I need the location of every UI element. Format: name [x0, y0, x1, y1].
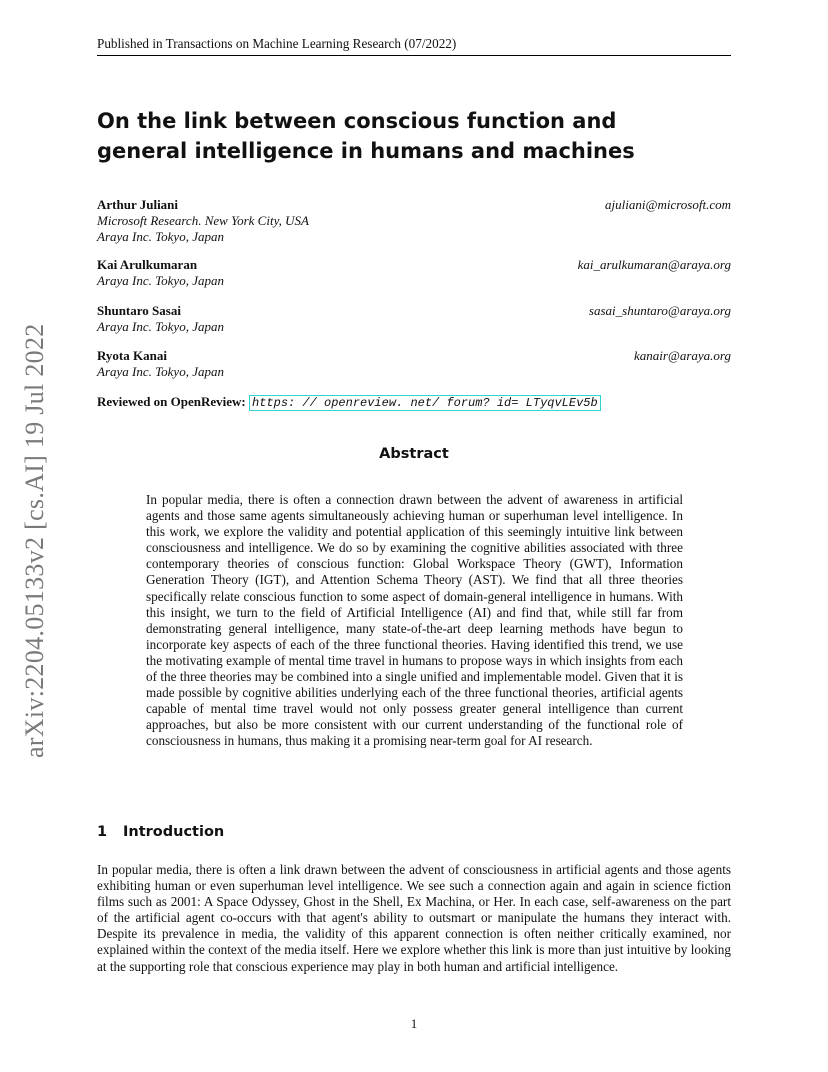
author-block: [97, 197, 731, 245]
page-number: 1: [410, 1016, 418, 1031]
author-affiliation: Araya Inc. Tokyo, Japan: [97, 229, 224, 244]
review-line: [97, 394, 601, 410]
title-line-1: On the link between conscious function and: [97, 109, 617, 133]
author-affiliation: Araya Inc. Tokyo, Japan: [97, 319, 224, 334]
author-name: Shuntaro Sasai: [97, 303, 181, 318]
author-email[interactable]: kanair@araya.org: [633, 348, 731, 363]
abstract-text: In popular media, there is often a connection drawn between the advent of awareness in artificial agents and those same agents simultaneously achieving human or superhuman level intelligence. In this work, we explore the validity and potential application of this seemingly intuitive link between consciousness and intelligence. We do so by examining the cognitive abilities associated with three contemporary theories of conscious function: Global Workspace Theory (GWT), Information Generation Theory (IGT), and Attention Schema Theory (AST). We find that all three theories specifically relate conscious function to some aspect of domain-general intelligence in humans. With this insight, we turn to the field of Artificial Intelligence (AI) and find that, while still far from demonstrating general intelligence, many state-of-the-art deep learning methods have begun to incorporate key aspects of each of the three functional theories. Having identified this trend, we use the motivating example of mental time travel in humans to propose ways in which insights from each of the three theories may be combined into a single unified and implementable model. Given that it is made possible by cognitive abilities underlying each of the three functional theories, artificial agents capable of mental time travel would not only possess greater general intelligence than current approaches, but also be more consistent with our current understanding of the functional role of consciousness in humans, thus making it a promising near-term goal for AI research.: [146, 492, 683, 749]
author-email[interactable]: kai_arulkumaran@araya.org: [577, 257, 731, 272]
author-name: Kai Arulkumaran: [97, 257, 198, 272]
paper-title: [97, 106, 697, 166]
author-affiliation: Araya Inc. Tokyo, Japan: [97, 273, 224, 288]
title-line-2: general intelligence in humans and machines: [97, 139, 635, 163]
author-email[interactable]: sasai_shuntaro@araya.org: [588, 303, 731, 318]
author-affiliation: Microsoft Research. New York City, USA: [97, 213, 309, 228]
section-title: Introduction: [123, 824, 225, 840]
intro-paragraph: In popular media, there is often a link drawn between the advent of consciousness in artificial agents and those agents exhibiting human or even superhuman level intelligence. We see such a connection again and again in science fiction films such as 2001: A Space Odyssey, Ghost in the Shell, Ex Machina, or Her. In each case, self-awareness on the part of the artificial agent co-occurs with that agent's ability to outsmart or manipulate the humans they interact with. Despite its prevalence in media, the validity of this apparent connection is often neither critically examined, nor explained within the context of the media itself. Here we explore whether this link is more than just intuitive by looking at the supporting role that conscious experience may play in both human and artificial intelligence.: [97, 862, 731, 974]
author-block: [97, 257, 731, 289]
running-header: Published in Transactions on Machine Learning Research (07/2022): [97, 36, 457, 51]
section-number: 1: [97, 824, 108, 840]
reviewed-label: Reviewed on OpenReview:: [97, 394, 246, 409]
section-heading: [97, 824, 224, 840]
openreview-link[interactable]: https: // openreview. net/ forum? id= LTyqvLEv5b: [249, 395, 601, 411]
author-block: [97, 348, 731, 380]
arxiv-identifier-stamp[interactable]: arXiv:2204.05133v2 [cs.AI] 19 Jul 2022: [20, 323, 49, 758]
author-email[interactable]: ajuliani@microsoft.com: [605, 197, 731, 212]
author-affiliation: Araya Inc. Tokyo, Japan: [97, 364, 224, 379]
author-name: Ryota Kanai: [97, 348, 167, 363]
author-name: Arthur Juliani: [97, 197, 179, 212]
author-block: [97, 303, 731, 335]
abstract-heading: Abstract: [379, 446, 449, 462]
header-rule: [97, 55, 731, 56]
